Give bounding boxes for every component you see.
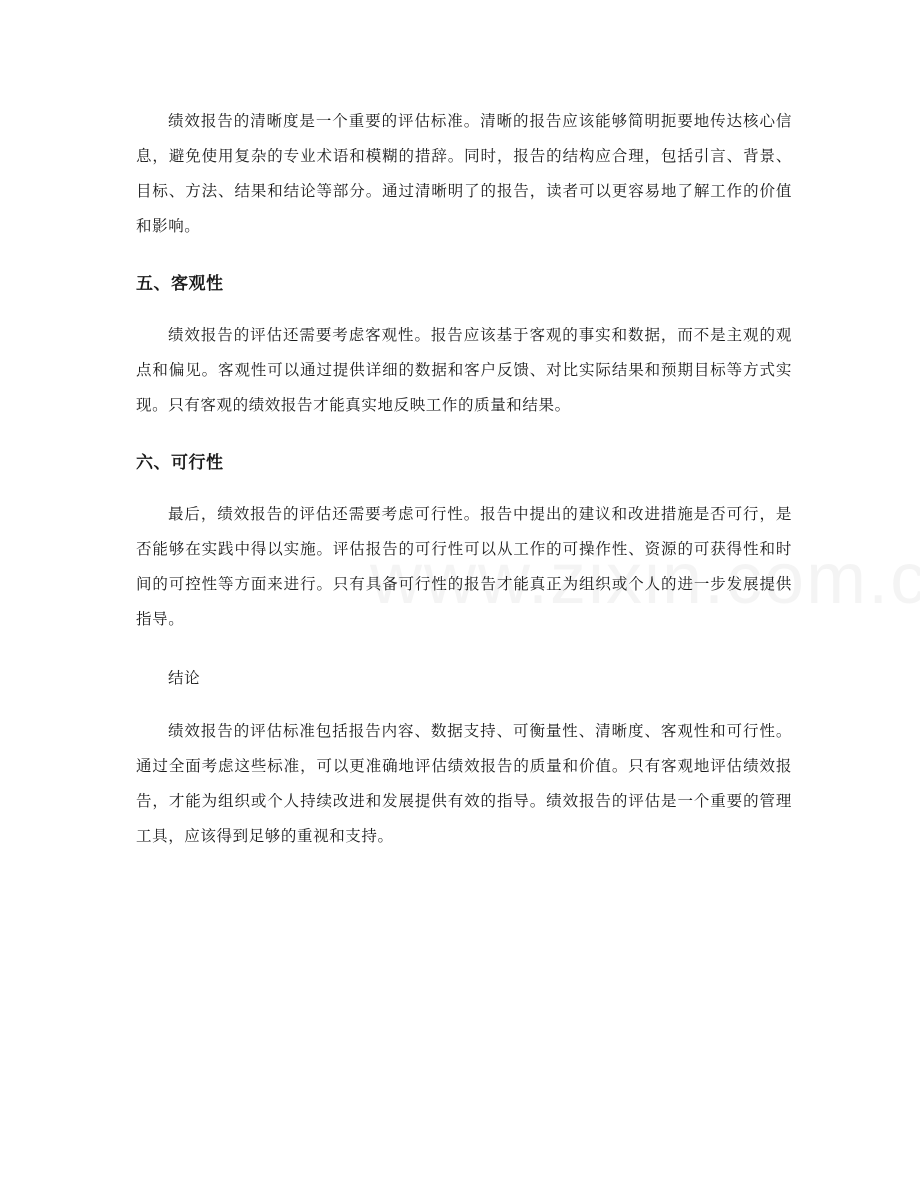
paragraph-objectivity: 绩效报告的评估还需要考虑客观性。报告应该基于客观的事实和数据，而不是主观的观点和偏见。客观性可以通过提供详细的数据和客户反馈、对比实际结果和预期目标等方式实现。只有客观的绩效报告才能真实地反映工作的质量和结果。 — [136, 326, 792, 414]
paragraph-conclusion: 绩效报告的评估标准包括报告内容、数据支持、可衡量性、清晰度、客观性和可行性。通过全面考虑这些标准，可以更准确地评估绩效报告的质量和价值。只有客观地评估绩效报告，才能为组织或个人持续改进和发展提供有效的指导。绩效报告的评估是一个重要的管理工具，应该得到足够的重视和支持。 — [136, 722, 792, 845]
document-content — [136, 104, 792, 878]
section-heading-feasibility: 六、可行性 — [136, 453, 224, 473]
paragraph-feasibility: 最后，绩效报告的评估还需要考虑可行性。报告中提出的建议和改进措施是否可行，是否能够在实践中得以实施。评估报告的可行性可以从工作的可操作性、资源的可获得性和时间的可控性等方面来进行。只有具备可行性的报告才能真正为组织或个人的进一步发展提供指导。 — [136, 505, 792, 628]
section-heading-objectivity: 五、客观性 — [136, 274, 224, 294]
conclusion-heading: 结论 — [168, 669, 201, 687]
paragraph-clarity: 绩效报告的清晰度是一个重要的评估标准。清晰的报告应该能够简明扼要地传达核心信息，避免使用复杂的专业术语和模糊的措辞。同时，报告的结构应合理，包括引言、背景、目标、方法、结果和结论等部分。通过清晰明了的报告，读者可以更容易地了解工作的价值和影响。 — [136, 112, 792, 235]
